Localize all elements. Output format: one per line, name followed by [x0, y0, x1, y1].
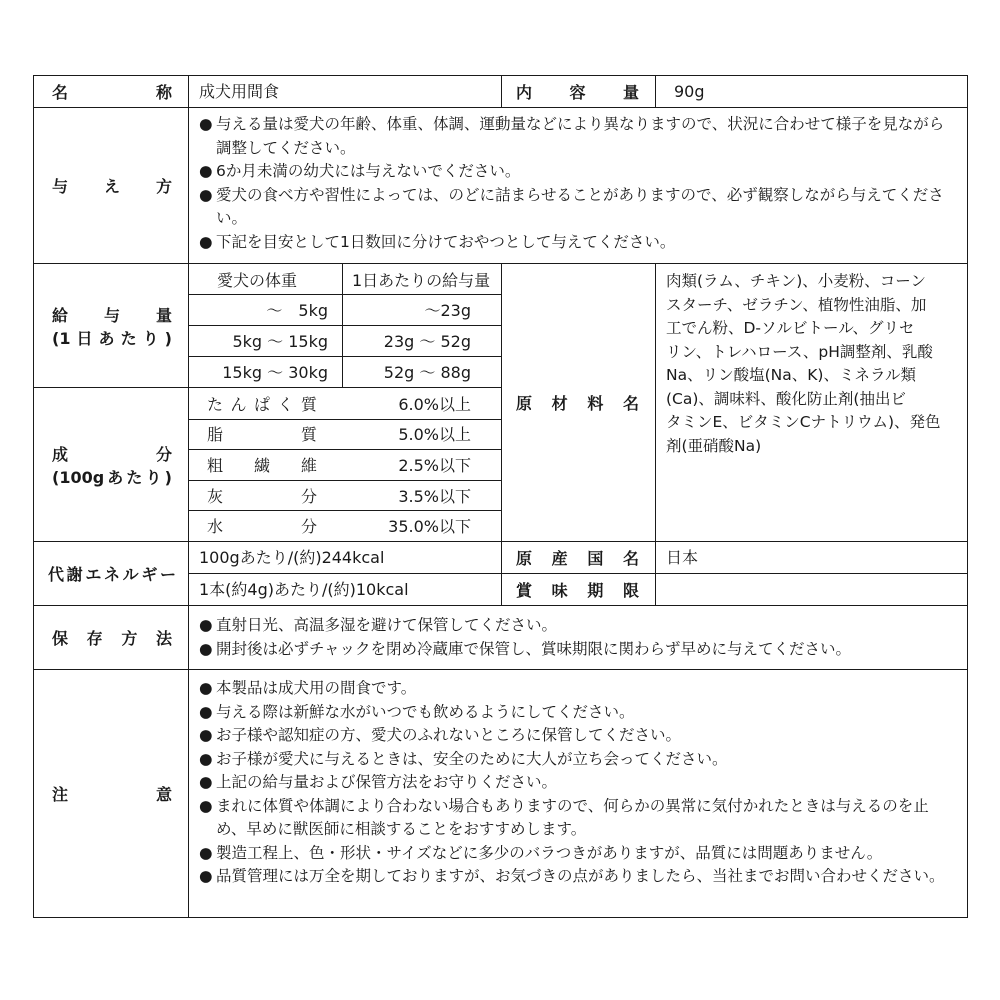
amount-row-weight: 〜 5kg — [266, 301, 328, 320]
caution-item-text: まれに体質や体調により合わない場合もありますので、何らかの異常に気付かれたときは与えるのを止め、早めに獣医師に相談することをおすすめします。 — [216, 796, 929, 838]
caution-item — [199, 724, 959, 748]
volume-label-cell — [501, 75, 656, 108]
bullet-icon: ● — [199, 679, 213, 697]
bullet-icon: ● — [199, 773, 213, 791]
origin-value: 日本 — [666, 548, 699, 567]
ingredients-line: リン、トレハロース、pH調整剤、乳酸 — [666, 342, 933, 361]
name-label: 名 称 — [52, 83, 172, 102]
amount-row — [189, 356, 501, 387]
energy-line1: 100gあたり/(約)244kcal — [199, 548, 385, 567]
feeding-item-text: 下記を目安として1日数回に分けておやつとして与えてください。 — [216, 232, 676, 251]
feeding-item — [199, 113, 959, 160]
feeding-item-text: 6か月未満の幼犬には与えないでください。 — [216, 162, 521, 180]
caution-item-text: 製造工程上、色・形状・サイズなどに多少のバラつきがありますが、品質には問題ありません。 — [216, 843, 883, 862]
caution-item-text: お子様や認知症の方、愛犬のふれないところに保管してください。 — [216, 726, 682, 744]
analysis-row — [189, 510, 501, 541]
caution-label-cell — [33, 669, 189, 918]
amount-label-cell — [33, 263, 189, 388]
feeding-item-text: 愛犬の食べ方や習性によっては、のどに詰まらせることがありますので、必ず観察しながら与えてください。 — [216, 185, 944, 227]
ingredients-line: 剤(亜硝酸Na) — [666, 436, 762, 455]
caution-item — [199, 748, 959, 772]
bullet-icon: ● — [199, 726, 213, 744]
storage-list — [199, 614, 959, 661]
analysis-row-name: 水分 — [207, 517, 317, 537]
storage-item — [199, 614, 959, 638]
energy-line2-cell — [188, 573, 502, 606]
volume-label: 内容量 — [516, 83, 639, 102]
bullet-icon: ● — [199, 616, 213, 634]
analysis-row-name: 灰分 — [207, 486, 317, 506]
amount-table — [188, 263, 502, 388]
caution-list — [199, 677, 959, 889]
ingredients-lines — [666, 270, 963, 458]
ingredients-line: 肉類(ラム、チキン)、小麦粉、コーン — [666, 272, 926, 290]
analysis-row-value: 5.0%以上 — [398, 425, 471, 445]
amount-col-amount: 1日あたりの給与量 — [352, 270, 491, 290]
name-value-cell — [188, 75, 502, 108]
product-info-table — [33, 75, 968, 918]
analysis-label-line1: 成分 — [52, 444, 172, 464]
expiry-label: 賞味期限 — [516, 581, 639, 600]
energy-line2: 1本(約4g)あたり/(約)10kcal — [199, 580, 409, 599]
feeding-list — [199, 113, 959, 254]
amount-row-amount: 〜23g — [424, 301, 471, 320]
amount-row-amount: 23g 〜 52g — [383, 332, 471, 351]
caution-item-text: お子様が愛犬に与えるときは、安全のために大人が立ち会ってください。 — [216, 749, 728, 768]
bullet-icon: ● — [199, 639, 213, 658]
feeding-content-cell — [188, 107, 968, 264]
caution-item-text: 与える際は新鮮な水がいつでも飲めるようにしてください。 — [216, 702, 635, 721]
caution-item — [199, 677, 959, 701]
analysis-label-cell — [33, 387, 189, 542]
analysis-table — [188, 387, 502, 542]
analysis-row — [189, 419, 501, 450]
caution-label: 注意 — [52, 785, 172, 804]
feeding-item-text: 与える量は愛犬の年齢、体重、体調、運動量などにより異なりますので、状況に合わせて様子を見ながら調整してください。 — [216, 115, 945, 157]
caution-item-text: 本製品は成犬用の間食です。 — [216, 679, 417, 697]
energy-label-cell — [33, 541, 189, 606]
amount-header-row — [189, 264, 501, 294]
caution-item — [199, 842, 959, 866]
analysis-row-name: たんぱく質 — [207, 394, 317, 414]
feeding-label-cell — [33, 107, 189, 264]
ingredients-line: タミンE、ビタミンCナトリウム)、発色 — [666, 413, 941, 431]
name-value: 成犬用間食 — [199, 82, 280, 101]
feeding-item — [199, 231, 959, 255]
storage-item-text: 直射日光、高温多湿を避けて保管してください。 — [216, 616, 558, 634]
analysis-row-name: 粗繊維 — [207, 455, 317, 475]
feeding-label: 与え方 — [52, 177, 172, 196]
amount-row-weight: 5kg 〜 15kg — [232, 332, 328, 351]
storage-item — [199, 638, 959, 662]
volume-value: 90g — [674, 82, 705, 101]
amount-label-line2: (1日あたり) — [52, 328, 172, 348]
bullet-icon: ● — [199, 867, 213, 885]
analysis-row — [189, 388, 501, 419]
amount-row — [189, 294, 501, 325]
bullet-icon: ● — [199, 843, 213, 862]
amount-label-line1: 給与量 — [52, 305, 172, 325]
bullet-icon: ● — [199, 162, 213, 180]
caution-item — [199, 701, 959, 725]
analysis-row-name: 脂質 — [207, 425, 317, 445]
analysis-row-value: 2.5%以下 — [398, 455, 471, 475]
analysis-row-value: 35.0%以下 — [388, 517, 471, 537]
bullet-icon: ● — [199, 185, 213, 204]
caution-item — [199, 865, 959, 889]
energy-label: 代謝エネルギー — [48, 565, 176, 584]
storage-item-text: 開封後は必ずチャックを閉め冷蔵庫で保管し、賞味期限に関わらず早めに与えてください。 — [216, 639, 852, 658]
origin-value-cell — [655, 541, 968, 574]
bullet-icon: ● — [199, 115, 213, 133]
caution-item-text: 品質管理には万全を期しておりますが、お気づきの点がありましたら、当社までお問い合わせください。 — [216, 867, 945, 885]
analysis-row — [189, 480, 501, 511]
amount-col-weight: 愛犬の体重 — [217, 270, 298, 290]
feeding-item — [199, 184, 959, 231]
ingredients-label: 原材料名 — [516, 394, 639, 413]
ingredients-content-cell — [655, 263, 968, 542]
caution-item-text: 上記の給与量および保管方法をお守りください。 — [216, 773, 558, 791]
analysis-row-value: 3.5%以下 — [398, 486, 471, 506]
caution-content-cell — [188, 669, 968, 918]
amount-row — [189, 325, 501, 356]
bullet-icon: ● — [199, 749, 213, 768]
origin-label-cell — [501, 541, 656, 574]
amount-row-weight: 15kg 〜 30kg — [222, 363, 328, 382]
analysis-label-line2: (100gあたり) — [52, 467, 172, 487]
name-label-cell — [33, 75, 189, 108]
analysis-row-value: 6.0%以上 — [398, 394, 471, 414]
bullet-icon: ● — [199, 232, 213, 251]
bullet-icon: ● — [199, 702, 213, 721]
energy-line1-cell — [188, 541, 502, 574]
bullet-icon: ● — [199, 796, 213, 815]
feeding-item — [199, 160, 959, 184]
storage-label: 保存方法 — [52, 629, 172, 648]
storage-label-cell — [33, 605, 189, 670]
caution-item — [199, 795, 959, 842]
origin-label: 原産国名 — [516, 549, 639, 568]
storage-content-cell — [188, 605, 968, 670]
expiry-value-cell — [655, 573, 968, 606]
ingredients-line: Na、リン酸塩(Na、K)、ミネラル類 — [666, 366, 916, 384]
expiry-label-cell — [501, 573, 656, 606]
ingredients-line: (Ca)、調味料、酸化防止剤(抽出ビ — [666, 389, 906, 408]
amount-row-amount: 52g 〜 88g — [383, 363, 471, 382]
caution-item — [199, 771, 959, 795]
volume-value-cell — [655, 75, 968, 108]
ingredients-line: スターチ、ゼラチン、植物性油脂、加 — [666, 295, 927, 314]
ingredients-line: 工でん粉、D-ソルビトール、グリセ — [666, 319, 915, 337]
ingredients-label-cell — [501, 263, 656, 542]
analysis-row — [189, 449, 501, 480]
